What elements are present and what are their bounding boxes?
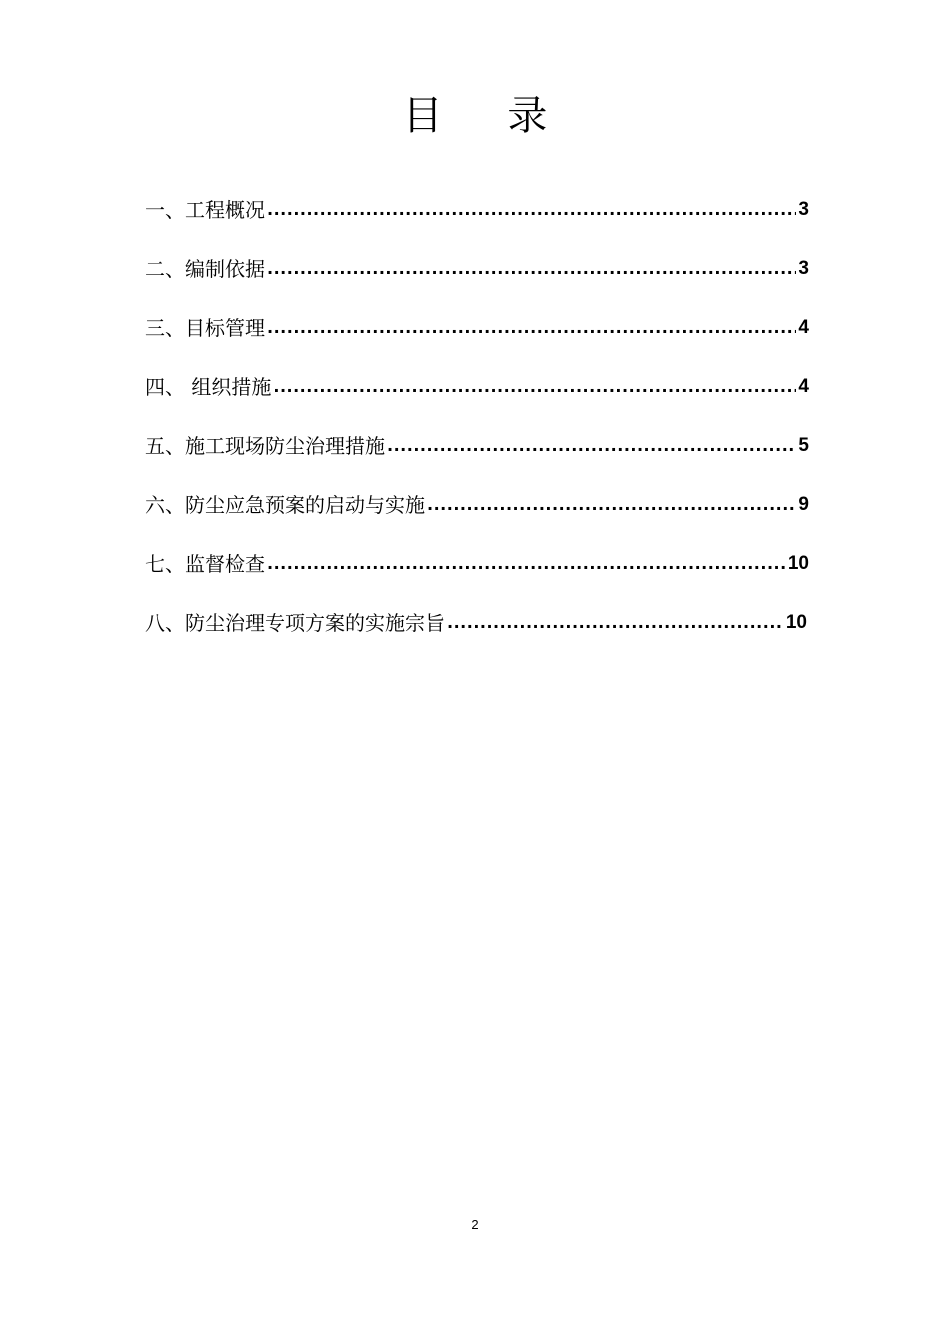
toc-entry-page: 4	[798, 317, 809, 338]
toc-entry-title: 八、防尘治理专项方案的实施宗旨	[145, 611, 445, 635]
toc-entry-title: 五、施工现场防尘治理措施	[145, 434, 385, 458]
toc-entry[interactable]	[145, 189, 809, 225]
toc-entry-page: 10	[787, 553, 809, 574]
toc-entry[interactable]	[145, 484, 809, 520]
toc-entry-title: 四、 组织措施	[145, 375, 272, 399]
toc-entry[interactable]	[145, 307, 809, 343]
toc-entry-page: 5	[798, 435, 809, 456]
toc-entry[interactable]	[145, 602, 807, 638]
toc-entry[interactable]	[145, 543, 809, 579]
toc-dot-leader	[387, 435, 796, 457]
toc-entry-title: 六、防尘应急预案的启动与实施	[145, 493, 425, 517]
toc-entry[interactable]	[145, 425, 809, 461]
toc-dot-leader	[267, 553, 786, 575]
toc-entry-page: 10	[785, 612, 807, 633]
toc-entry-page: 4	[798, 376, 809, 397]
toc-entry-page: 3	[798, 199, 809, 220]
toc-entry-title: 二、编制依据	[145, 257, 265, 281]
toc-dot-leader	[267, 199, 796, 221]
toc-entry-title: 七、监督检查	[145, 552, 265, 576]
toc-dot-leader	[267, 258, 796, 280]
toc-entry-page: 9	[798, 494, 809, 515]
toc-heading: 目 录	[402, 93, 574, 139]
page-number: 2	[471, 1217, 479, 1232]
toc-entry-title: 三、目标管理	[145, 316, 265, 340]
toc-dot-leader	[427, 494, 796, 516]
toc-dot-leader	[267, 317, 796, 339]
toc-dot-leader	[273, 376, 796, 398]
toc-entry[interactable]	[145, 248, 809, 284]
toc-dot-leader	[447, 612, 784, 634]
toc-entry[interactable]	[145, 366, 809, 402]
toc-entry-page: 3	[798, 258, 809, 279]
toc-entry-title: 一、工程概况	[145, 198, 265, 222]
